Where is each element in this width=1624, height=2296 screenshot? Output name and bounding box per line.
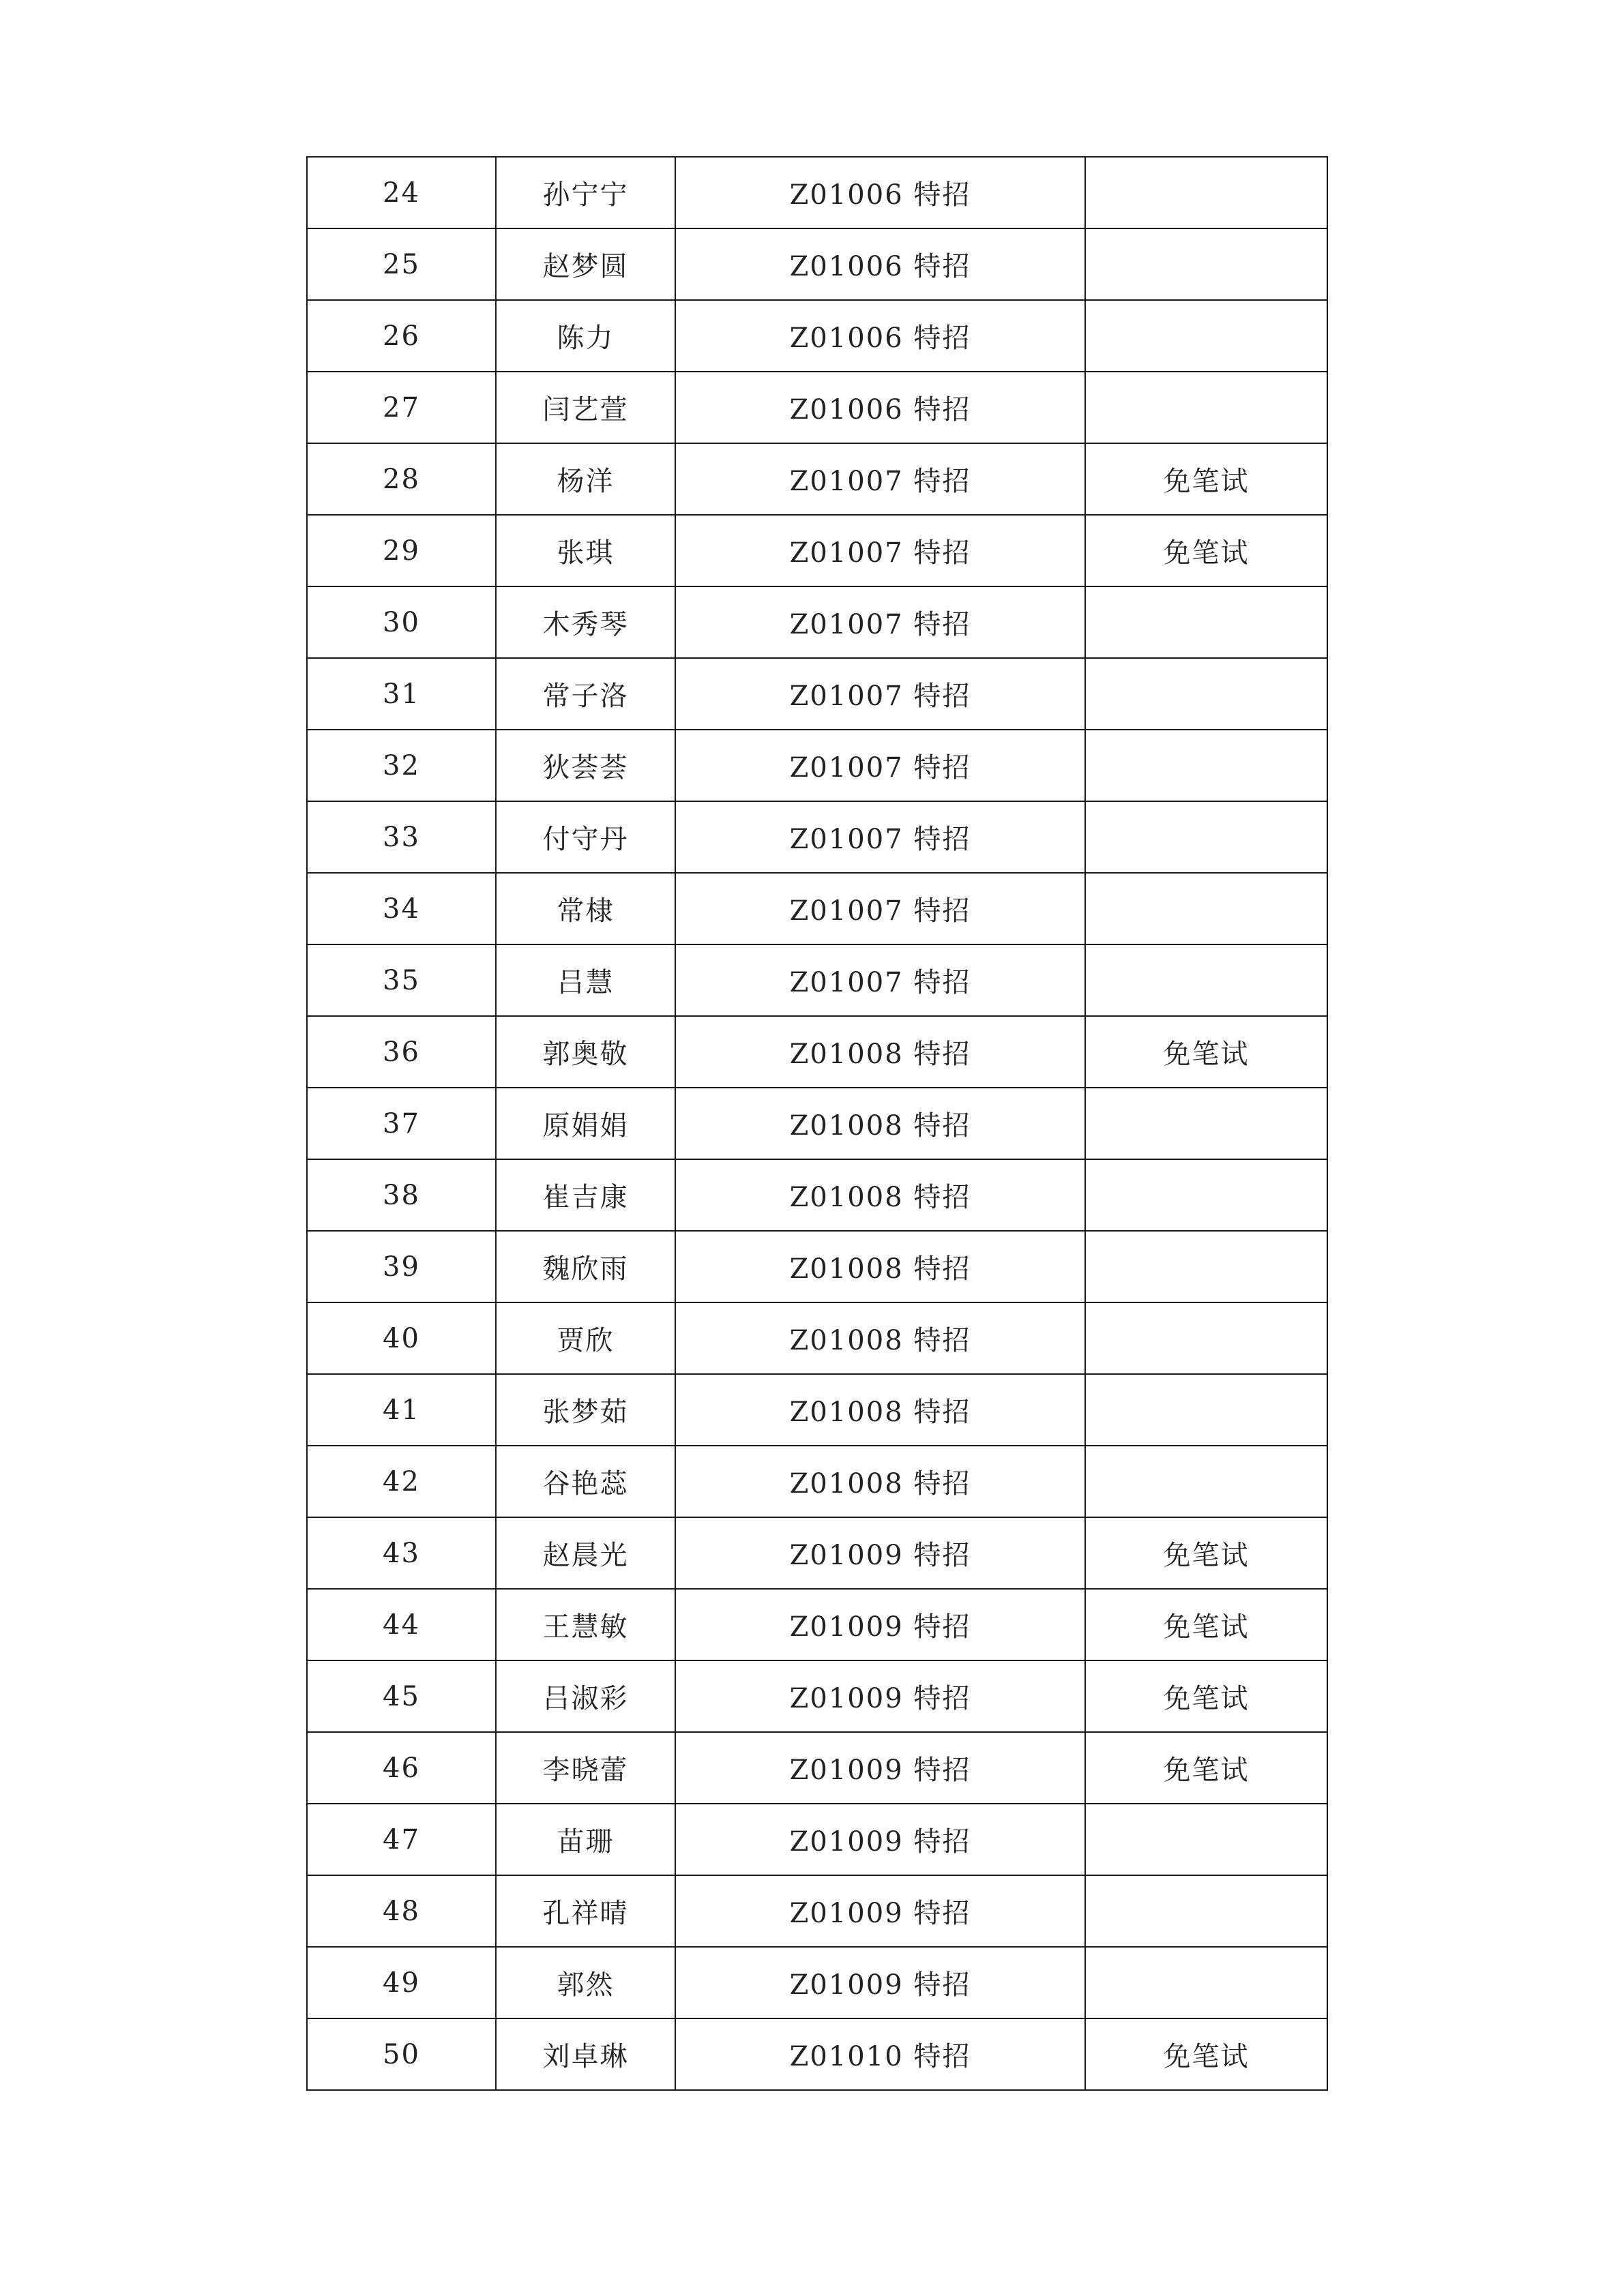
note-cell <box>1085 157 1327 228</box>
note-cell <box>1085 1446 1327 1517</box>
note-cell <box>1085 730 1327 801</box>
note-cell <box>1085 1302 1327 1374</box>
position-code-cell: Z01006 特招 <box>675 372 1085 443</box>
note-cell: 免笔试 <box>1085 1517 1327 1589</box>
position-code-cell: Z01008 特招 <box>675 1302 1085 1374</box>
table-row <box>307 1804 1327 1875</box>
row-number-cell: 24 <box>307 157 496 228</box>
candidate-name-cell: 闫艺萱 <box>496 372 675 443</box>
row-number-cell: 31 <box>307 658 496 730</box>
candidate-name-cell: 吕慧 <box>496 944 675 1016</box>
position-code-cell: Z01009 特招 <box>675 1804 1085 1875</box>
note-cell <box>1085 228 1327 300</box>
row-number-cell: 40 <box>307 1302 496 1374</box>
candidate-name-cell: 郭然 <box>496 1947 675 2018</box>
candidate-name-cell: 孔祥晴 <box>496 1875 675 1947</box>
row-number-cell: 42 <box>307 1446 496 1517</box>
candidate-name-cell: 谷艳蕊 <box>496 1446 675 1517</box>
row-number-cell: 44 <box>307 1589 496 1660</box>
table-row <box>307 873 1327 944</box>
candidate-name-cell: 赵梦圆 <box>496 228 675 300</box>
table-row <box>307 515 1327 586</box>
position-code-cell: Z01007 特招 <box>675 586 1085 658</box>
row-number-cell: 36 <box>307 1016 496 1088</box>
note-cell: 免笔试 <box>1085 1660 1327 1732</box>
position-code-cell: Z01007 特招 <box>675 873 1085 944</box>
position-code-cell: Z01006 特招 <box>675 300 1085 372</box>
position-code-cell: Z01007 特招 <box>675 443 1085 515</box>
row-number-cell: 37 <box>307 1088 496 1159</box>
table-row <box>307 1088 1327 1159</box>
position-code-cell: Z01009 特招 <box>675 1875 1085 1947</box>
position-code-cell: Z01007 特招 <box>675 515 1085 586</box>
table-row <box>307 157 1327 228</box>
note-cell <box>1085 1231 1327 1302</box>
position-code-cell: Z01008 特招 <box>675 1159 1085 1231</box>
table-row <box>307 1302 1327 1374</box>
table-row <box>307 1517 1327 1589</box>
row-number-cell: 48 <box>307 1875 496 1947</box>
row-number-cell: 29 <box>307 515 496 586</box>
row-number-cell: 28 <box>307 443 496 515</box>
table-row <box>307 1446 1327 1517</box>
candidate-name-cell: 王慧敏 <box>496 1589 675 1660</box>
table-row <box>307 1589 1327 1660</box>
candidate-name-cell: 原娟娟 <box>496 1088 675 1159</box>
candidate-name-cell: 李晓蕾 <box>496 1732 675 1804</box>
row-number-cell: 39 <box>307 1231 496 1302</box>
candidate-name-cell: 崔吉康 <box>496 1159 675 1231</box>
note-cell <box>1085 944 1327 1016</box>
candidate-name-cell: 苗珊 <box>496 1804 675 1875</box>
note-cell <box>1085 1159 1327 1231</box>
candidate-name-cell: 付守丹 <box>496 801 675 873</box>
candidate-name-cell: 贾欣 <box>496 1302 675 1374</box>
position-code-cell: Z01007 特招 <box>675 730 1085 801</box>
note-cell <box>1085 1088 1327 1159</box>
candidate-name-cell: 陈力 <box>496 300 675 372</box>
position-code-cell: Z01006 特招 <box>675 228 1085 300</box>
table-row <box>307 2018 1327 2090</box>
position-code-cell: Z01007 特招 <box>675 658 1085 730</box>
row-number-cell: 26 <box>307 300 496 372</box>
table-row <box>307 372 1327 443</box>
note-cell <box>1085 372 1327 443</box>
note-cell: 免笔试 <box>1085 2018 1327 2090</box>
table-row <box>307 801 1327 873</box>
position-code-cell: Z01009 特招 <box>675 1732 1085 1804</box>
table-row <box>307 1660 1327 1732</box>
row-number-cell: 38 <box>307 1159 496 1231</box>
candidate-name-cell: 郭奥敬 <box>496 1016 675 1088</box>
table-row <box>307 443 1327 515</box>
position-code-cell: Z01010 特招 <box>675 2018 1085 2090</box>
candidate-name-cell: 杨洋 <box>496 443 675 515</box>
note-cell: 免笔试 <box>1085 1732 1327 1804</box>
table-row <box>307 300 1327 372</box>
candidate-name-cell: 狄荟荟 <box>496 730 675 801</box>
row-number-cell: 33 <box>307 801 496 873</box>
candidate-name-cell: 张梦茹 <box>496 1374 675 1446</box>
table-row <box>307 1231 1327 1302</box>
row-number-cell: 47 <box>307 1804 496 1875</box>
candidate-name-cell: 吕淑彩 <box>496 1660 675 1732</box>
note-cell: 免笔试 <box>1085 1589 1327 1660</box>
position-code-cell: Z01009 特招 <box>675 1517 1085 1589</box>
position-code-cell: Z01009 特招 <box>675 1947 1085 2018</box>
position-code-cell: Z01008 特招 <box>675 1231 1085 1302</box>
position-code-cell: Z01008 特招 <box>675 1446 1085 1517</box>
table-row <box>307 228 1327 300</box>
table-row <box>307 1732 1327 1804</box>
position-code-cell: Z01006 特招 <box>675 157 1085 228</box>
note-cell <box>1085 801 1327 873</box>
table-row <box>307 1016 1327 1088</box>
row-number-cell: 41 <box>307 1374 496 1446</box>
candidate-name-cell: 魏欣雨 <box>496 1231 675 1302</box>
note-cell: 免笔试 <box>1085 443 1327 515</box>
row-number-cell: 46 <box>307 1732 496 1804</box>
note-cell <box>1085 873 1327 944</box>
position-code-cell: Z01009 特招 <box>675 1589 1085 1660</box>
position-code-cell: Z01007 特招 <box>675 944 1085 1016</box>
row-number-cell: 49 <box>307 1947 496 2018</box>
table-row <box>307 1875 1327 1947</box>
table-row <box>307 1947 1327 2018</box>
candidate-name-cell: 刘卓琳 <box>496 2018 675 2090</box>
position-code-cell: Z01009 特招 <box>675 1660 1085 1732</box>
note-cell <box>1085 1947 1327 2018</box>
note-cell <box>1085 658 1327 730</box>
table-row <box>307 1374 1327 1446</box>
position-code-cell: Z01008 特招 <box>675 1374 1085 1446</box>
row-number-cell: 45 <box>307 1660 496 1732</box>
candidate-name-cell: 常子洛 <box>496 658 675 730</box>
row-number-cell: 25 <box>307 228 496 300</box>
note-cell: 免笔试 <box>1085 1016 1327 1088</box>
candidate-name-cell: 赵晨光 <box>496 1517 675 1589</box>
position-code-cell: Z01007 特招 <box>675 801 1085 873</box>
candidate-table <box>306 156 1328 2091</box>
row-number-cell: 34 <box>307 873 496 944</box>
candidate-name-cell: 木秀琴 <box>496 586 675 658</box>
row-number-cell: 43 <box>307 1517 496 1589</box>
note-cell <box>1085 1374 1327 1446</box>
row-number-cell: 50 <box>307 2018 496 2090</box>
note-cell <box>1085 1875 1327 1947</box>
note-cell <box>1085 300 1327 372</box>
candidate-name-cell: 张琪 <box>496 515 675 586</box>
note-cell <box>1085 1804 1327 1875</box>
row-number-cell: 32 <box>307 730 496 801</box>
position-code-cell: Z01008 特招 <box>675 1088 1085 1159</box>
row-number-cell: 35 <box>307 944 496 1016</box>
candidate-table-body <box>307 157 1327 2090</box>
table-row <box>307 730 1327 801</box>
table-row <box>307 1159 1327 1231</box>
row-number-cell: 30 <box>307 586 496 658</box>
row-number-cell: 27 <box>307 372 496 443</box>
candidate-name-cell: 孙宁宁 <box>496 157 675 228</box>
note-cell <box>1085 586 1327 658</box>
position-code-cell: Z01008 特招 <box>675 1016 1085 1088</box>
note-cell: 免笔试 <box>1085 515 1327 586</box>
table-row <box>307 944 1327 1016</box>
candidate-name-cell: 常棣 <box>496 873 675 944</box>
table-row <box>307 586 1327 658</box>
table-row <box>307 658 1327 730</box>
